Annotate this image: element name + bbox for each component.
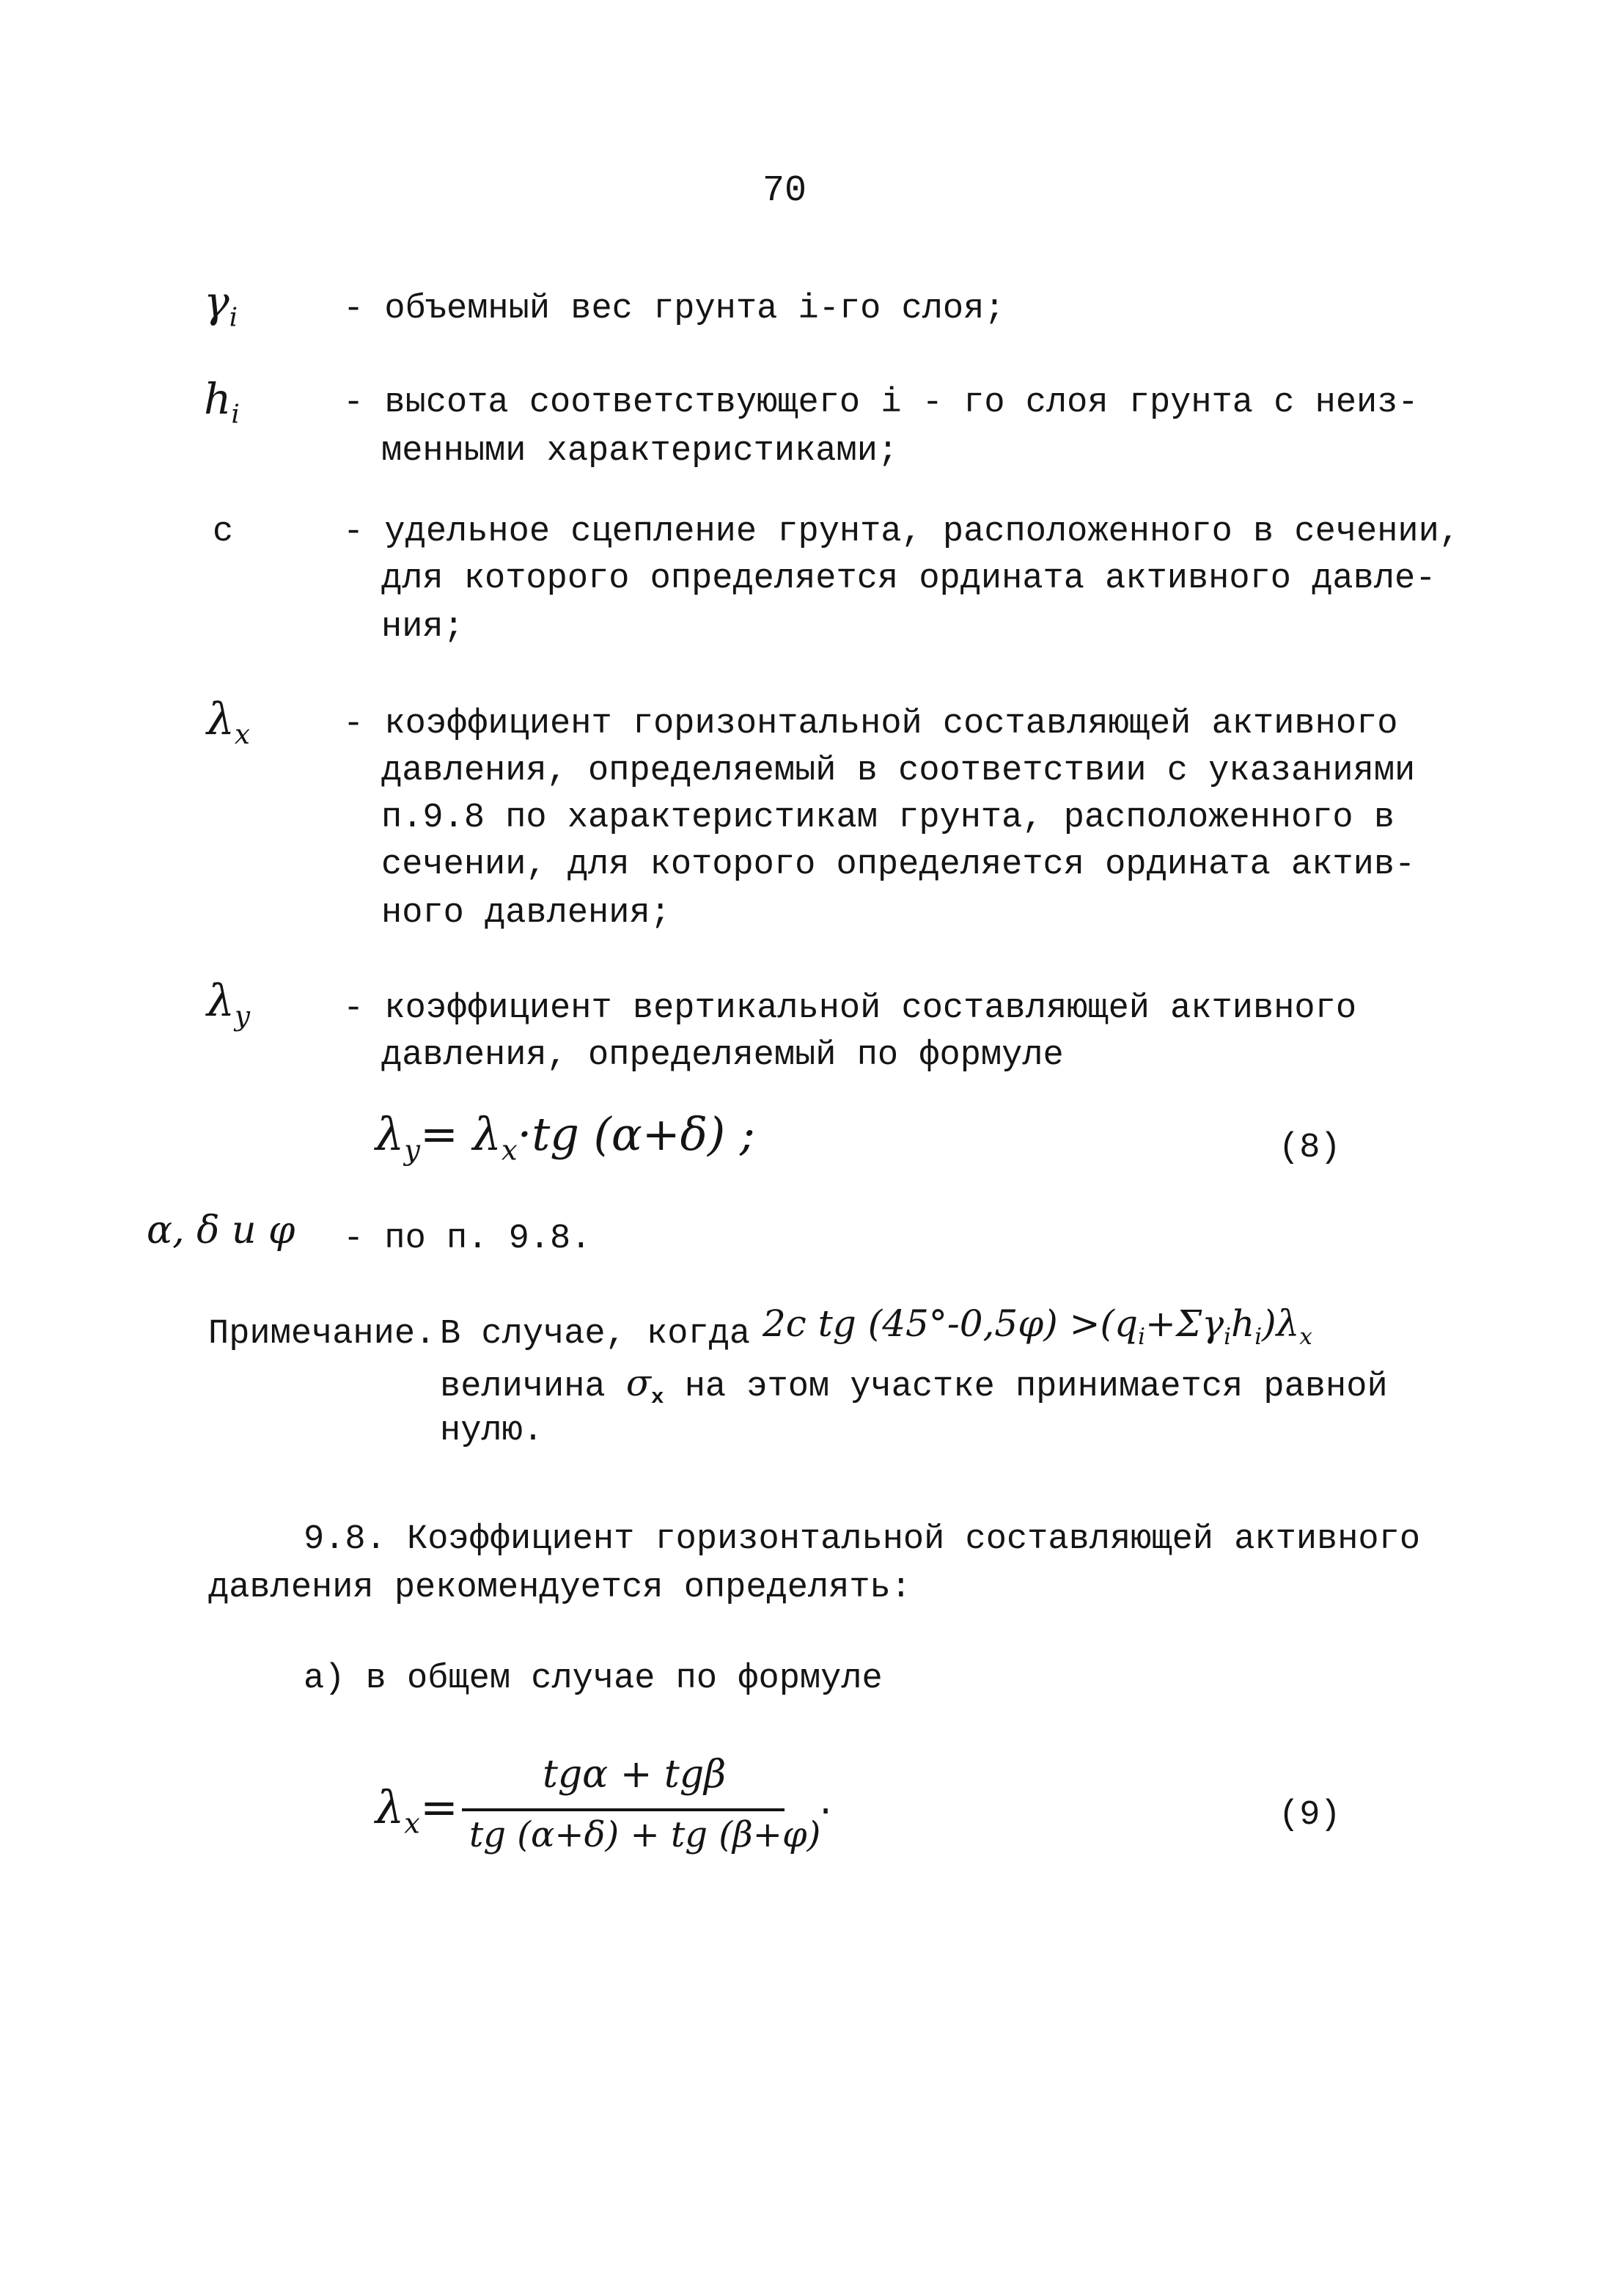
section-paragraph: давления рекомендуется определять: [208, 1569, 911, 1607]
formula-9-numerator: tgα + tgβ [543, 1753, 727, 1797]
note-formula: 2c tg $(45^\circ-0,5\varphi) >(q_i+\Sigma\gamma_ih_i)\lambda_x$ [763, 1302, 1312, 1350]
definition-text: сечении, для которого определяется ордината актив- [381, 846, 1416, 884]
definition-text: ного давления; [381, 894, 671, 933]
formula-number: (9) [1279, 1796, 1341, 1835]
definition-text: - высота соответствующего i - го слоя грунта с неиз- [343, 384, 1419, 422]
note-text: нулю. [440, 1412, 544, 1450]
formula-9-lhs: $\lambda_x=$ [375, 1780, 458, 1841]
note-text: величина $\sigma_x$ на этом участке принимается равной [440, 1362, 1388, 1410]
symbol-gamma-i: $\gamma_i$ [204, 277, 238, 333]
definition-text: - коэффициент горизонтальной составляющей активного [343, 705, 1398, 744]
symbol-lambda-x: $\lambda_x$ [207, 694, 251, 751]
symbol-h-i: $h_i$ [204, 374, 240, 430]
definition-text: - коэффициент вертикальной составляющей активного [343, 989, 1357, 1028]
formula-9-period: . [815, 1786, 837, 1824]
symbol-c: c [213, 513, 234, 551]
section-paragraph: 9.8. Коэффициент горизонтальной составляющей активного [304, 1520, 1421, 1559]
note-label: Примечание. [208, 1315, 436, 1354]
formula-8: $\lambda_y= \lambda_x\cdot tg$ (α+δ) ; [375, 1107, 755, 1167]
definition-text: - удельное сцепление грунта, расположенного в сечении, [343, 513, 1460, 551]
definition-text: - по п. 9.8. [343, 1219, 592, 1258]
definition-text: для которого определяется ордината активного давле- [381, 560, 1436, 598]
formula-number: (8) [1279, 1129, 1341, 1167]
definition-text: менными характеристиками; [381, 432, 899, 471]
symbol-lambda-y: $\lambda_y$ [207, 975, 251, 1033]
definition-text: - объемный вес грунта i-го слоя; [343, 290, 1005, 329]
page-number: 70 [763, 170, 807, 212]
definition-text: ния; [381, 608, 464, 647]
definition-text: давления, определяемый по формуле [381, 1036, 1064, 1075]
note-text: В случае, когда [440, 1315, 751, 1354]
definition-text: давления, определяемый в соответствии с указаниями [381, 752, 1416, 791]
definition-text: п.9.8 по характеристикам грунта, расположенного в [381, 799, 1395, 837]
list-item-a: а) в общем случае по формуле [304, 1659, 883, 1698]
fraction-bar [462, 1808, 785, 1811]
formula-9-denominator: tg (α+δ) + tg (β+φ) [469, 1814, 821, 1855]
symbol-alpha-delta-phi: α, δ и φ [147, 1208, 295, 1252]
